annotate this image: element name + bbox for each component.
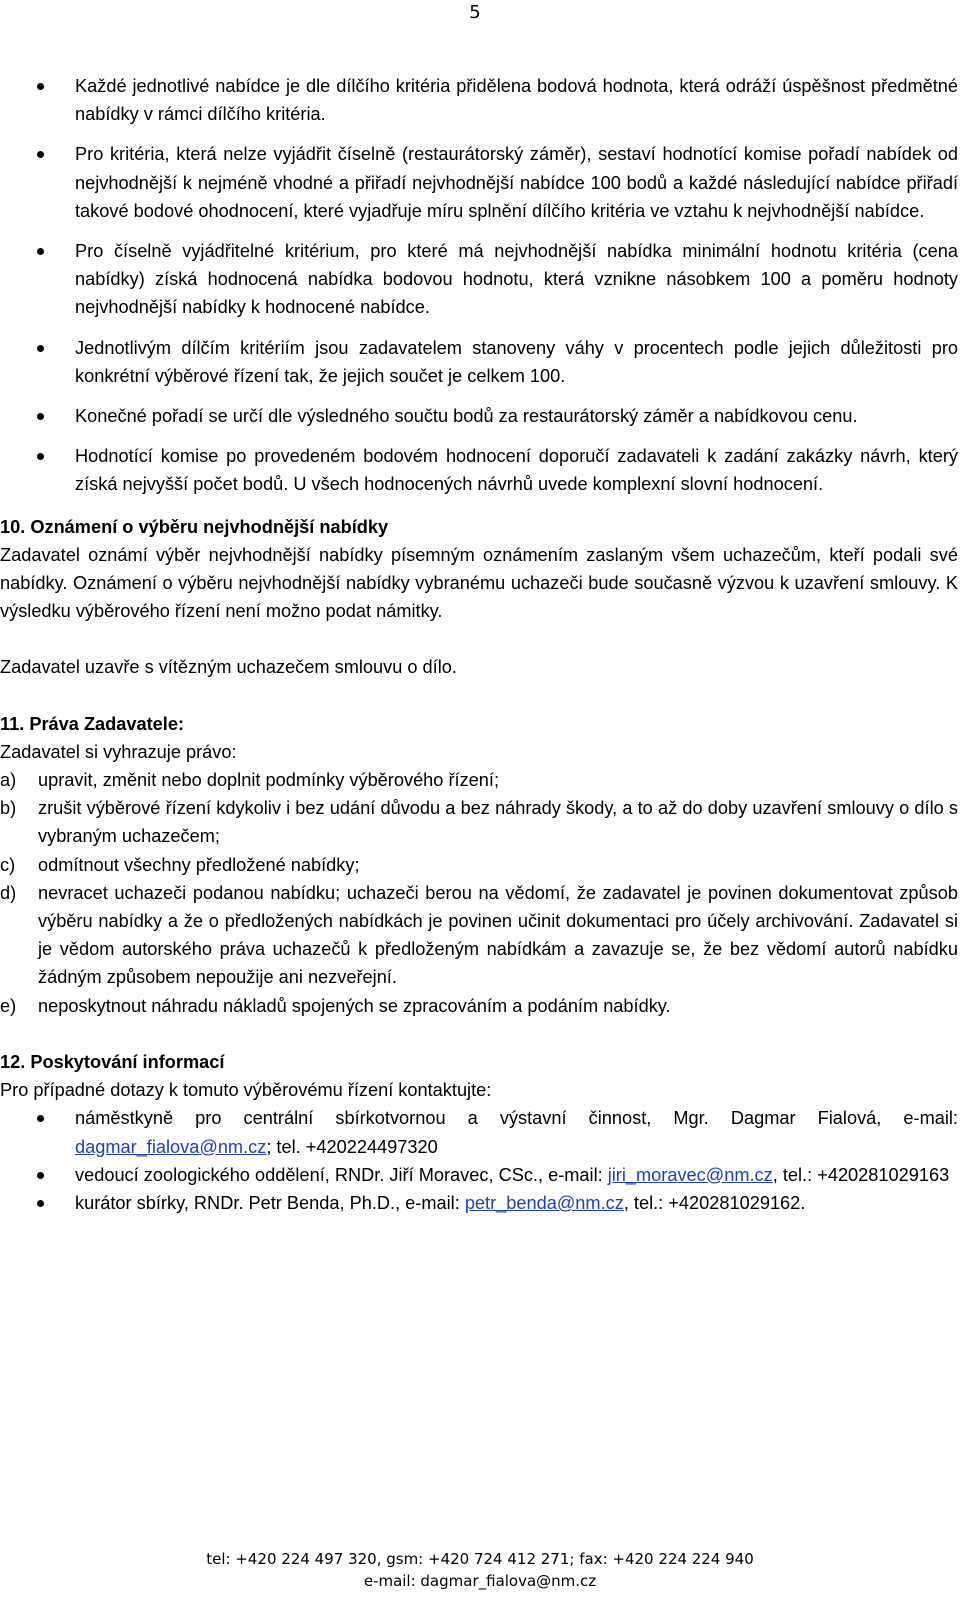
list-item: Pro číselně vyjádřitelné kritérium, pro které má nejvhodnější nabídka minimální hodnotu kritéria (cena nabídky) získá hodnocená nabídka bodovou hodnotu, která vznikne násobkem 100 a poměru hodnoty nejvhodnější nabídky k hodnocené nabídce. xyxy=(0,237,958,322)
contacts-list xyxy=(0,1104,958,1217)
bullet-icon xyxy=(37,413,44,420)
list-item: Konečné pořadí se určí dle výsledného součtu bodů za restaurátorský záměr a nabídkovou cenu. xyxy=(0,402,958,430)
list-item: e) neposkytnout náhradu nákladů spojených se zpracováním a podáním nabídky. xyxy=(0,995,671,1016)
evaluation-rules-list xyxy=(0,72,958,499)
email-link-fialova[interactable]: dagmar_fialova@nm.cz xyxy=(75,1136,267,1157)
page-footer xyxy=(0,1548,960,1592)
list-item: Každé jednotlivé nabídce je dle dílčího kritéria přidělena bodová hodnota, která odráží úspěšnost předmětné nabídky v rámci dílčího kritéria. xyxy=(0,72,958,128)
bullet-icon xyxy=(37,453,44,460)
section-11 xyxy=(0,710,958,1020)
section-10 xyxy=(0,513,958,682)
bullet-icon xyxy=(37,151,44,158)
email-link-benda[interactable]: petr_benda@nm.cz xyxy=(464,1192,624,1213)
list-item: b) zrušit výběrové řízení kdykoliv i bez udání důvodu a bez náhrady škody, a to až do doby uzavření smlouvy o dílo s vybraným uchazečem; xyxy=(0,798,958,847)
list-item: a) upravit, změnit nebo doplnit podmínky výběrového řízení; xyxy=(0,770,500,791)
contact-item: náměstkyně pro centrální sbírkotvornou a výstavní činnost, Mgr. Dagmar Fialová, e-mail: dagmar_fialova@nm.cz; tel. +420224497320 xyxy=(0,1104,958,1160)
bullet-icon xyxy=(37,1115,44,1122)
section-10-paragraph: Zadavatel oznámí výběr nejvhodnější nabídky písemným oznámením zaslaným všem uchazečům, kteří podali své nabídky. Oznámení o výběru nejvhodnější nabídky vybranému uchazeči bude současně výzvou k uzavření smlouvy. K výsledku výběrového řízení není možno podat námitky. xyxy=(0,544,958,622)
list-item: d) nevracet uchazeči podanou nabídku; uchazeči berou na vědomí, že zadavatel je povinen dokumentovat způsob výběru nabídky a že o předložených nabídkách je povinen učinit dokumentaci pro účely archivování. Zadavatel si je vědom autorského práva uchazečů k předloženým nabídkám a zavazuje se, že bez vědomí autorů nabídku žádným způsobem nepoužije ani nezveřejní. xyxy=(0,882,958,988)
list-item: Hodnotící komise po provedeném bodovém hodnocení doporučí zadavateli k zadání zakázky návrh, který získá nejvyšší počet bodů. U všech hodnocených návrhů uvede komplexní slovní hodnocení. xyxy=(0,442,958,498)
footer-phone-line: tel: +420 224 497 320, gsm: +420 724 412 271; fax: +420 224 224 940 xyxy=(206,1550,754,1568)
email-link-moravec[interactable]: jiri_moravec@nm.cz xyxy=(607,1164,773,1185)
section-12-title: 12. Poskytování informací xyxy=(0,1051,225,1072)
bullet-icon xyxy=(37,1200,44,1207)
footer-email-line: e-mail: dagmar_fialova@nm.cz xyxy=(363,1572,597,1590)
bullet-icon xyxy=(37,83,44,90)
bullet-icon xyxy=(37,248,44,255)
section-10-title: 10. Oznámení o výběru nejvhodnější nabídky xyxy=(0,516,389,537)
section-12 xyxy=(0,1048,958,1217)
page-number: 5 xyxy=(469,2,481,23)
document-body xyxy=(0,72,958,1217)
contact-item: kurátor sbírky, RNDr. Petr Benda, Ph.D., e-mail: petr_benda@nm.cz, tel.: +420281029162. xyxy=(0,1189,958,1217)
section-12-intro: Pro případné dotazy k tomuto výběrovému řízení kontaktujte: xyxy=(0,1080,492,1101)
contact-item: vedoucí zoologického oddělení, RNDr. Jiří Moravec, CSc., e-mail: jiri_moravec@nm.cz, tel.: +420281029163 xyxy=(0,1161,958,1189)
rights-list xyxy=(0,766,958,1020)
list-item: Jednotlivým dílčím kritériím jsou zadavatelem stanoveny váhy v procentech podle jejich důležitosti pro konkrétní výběrové řízení tak, že jejich součet je celkem 100. xyxy=(0,334,958,390)
bullet-icon xyxy=(37,1172,44,1179)
section-11-intro: Zadavatel si vyhrazuje právo: xyxy=(0,741,237,762)
section-11-title: 11. Práva Zadavatele: xyxy=(0,713,185,734)
list-item: c) odmítnout všechny předložené nabídky; xyxy=(0,854,360,875)
list-item: Pro kritéria, která nelze vyjádřit číselně (restaurátorský záměr), sestaví hodnotící komise pořadí nabídek od nejvhodnější k nejméně vhodné a přiřadí nejvhodnější nabídce 100 bodů a každé následující nabídce přiřadí takové bodové ohodnocení, které vyjadřuje míru splnění dílčího kritéria ve vztahu k nejvhodnější nabídce. xyxy=(0,140,958,225)
bullet-icon xyxy=(37,345,44,352)
section-10-paragraph-contract: Zadavatel uzavře s vítězným uchazečem smlouvu o dílo. xyxy=(0,657,457,678)
